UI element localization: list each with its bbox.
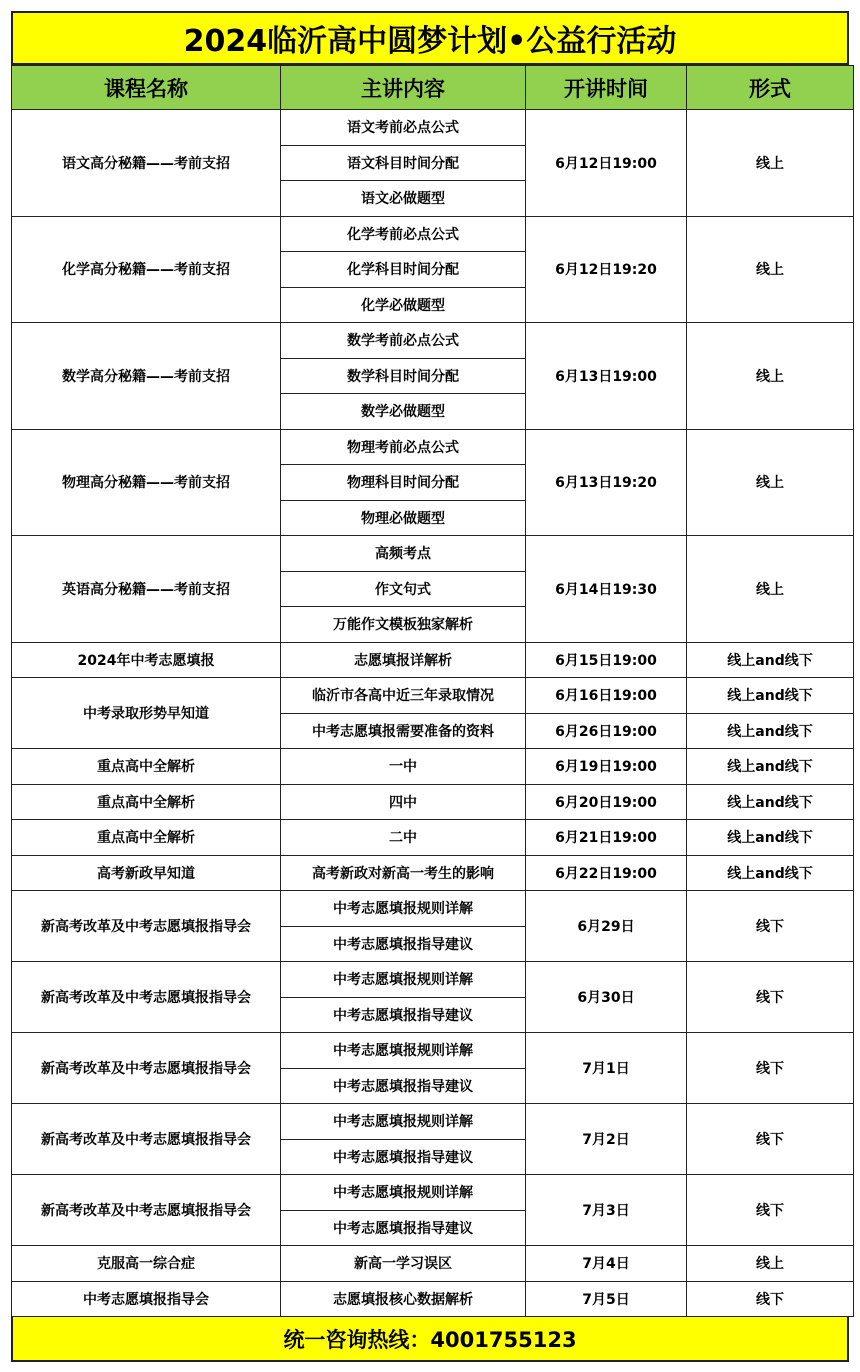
time-cell: 6月13日19:00 (526, 323, 687, 430)
content-cell: 中考志愿填报规则详解 (281, 1104, 526, 1140)
header-course-name: 课程名称 (12, 66, 281, 110)
content-cell: 作文句式 (281, 571, 526, 607)
format-cell: 线上 (687, 1246, 854, 1282)
content-cell: 二中 (281, 820, 526, 856)
content-cell: 一中 (281, 749, 526, 785)
time-cell: 7月5日 (526, 1281, 687, 1317)
content-cell: 高频考点 (281, 536, 526, 572)
course-name-cell: 语文高分秘籍——考前支招 (12, 110, 281, 217)
course-name-cell: 中考志愿填报指导会 (12, 1281, 281, 1317)
content-cell: 中考志愿填报规则详解 (281, 891, 526, 927)
table-row (12, 891, 854, 927)
time-cell: 7月3日 (526, 1175, 687, 1246)
time-cell: 6月15日19:00 (526, 642, 687, 678)
table-row (12, 678, 854, 714)
course-name-cell: 化学高分秘籍——考前支招 (12, 216, 281, 323)
format-cell: 线上 (687, 323, 854, 430)
table-row (12, 1104, 854, 1140)
format-cell: 线下 (687, 962, 854, 1033)
format-cell: 线下 (687, 1175, 854, 1246)
table-row (12, 429, 854, 465)
time-cell: 6月12日19:00 (526, 110, 687, 217)
course-name-cell: 数学高分秘籍——考前支招 (12, 323, 281, 430)
content-cell: 物理考前必点公式 (281, 429, 526, 465)
time-cell: 7月4日 (526, 1246, 687, 1282)
content-cell: 化学考前必点公式 (281, 216, 526, 252)
page-title: 2024临沂高中圆梦计划•公益行活动 (11, 11, 849, 65)
time-cell: 6月30日 (526, 962, 687, 1033)
format-cell: 线下 (687, 1281, 854, 1317)
format-cell: 线上and线下 (687, 678, 854, 714)
course-name-cell: 物理高分秘籍——考前支招 (12, 429, 281, 536)
table-body (12, 110, 854, 1317)
schedule-poster (11, 11, 849, 1362)
table-row (12, 110, 854, 146)
table-row (12, 1281, 854, 1317)
course-name-cell: 新高考改革及中考志愿填报指导会 (12, 891, 281, 962)
content-cell: 化学科目时间分配 (281, 252, 526, 288)
format-cell: 线上and线下 (687, 784, 854, 820)
time-cell: 7月2日 (526, 1104, 687, 1175)
format-cell: 线上 (687, 536, 854, 643)
course-name-cell: 新高考改革及中考志愿填报指导会 (12, 1104, 281, 1175)
table-row (12, 216, 854, 252)
content-cell: 语文科目时间分配 (281, 145, 526, 181)
content-cell: 中考志愿填报指导建议 (281, 1068, 526, 1104)
content-cell: 物理科目时间分配 (281, 465, 526, 501)
table-row (12, 749, 854, 785)
time-cell: 6月14日19:30 (526, 536, 687, 643)
format-cell: 线上and线下 (687, 855, 854, 891)
content-cell: 中考志愿填报指导建议 (281, 1210, 526, 1246)
course-name-cell: 重点高中全解析 (12, 820, 281, 856)
course-name-cell: 中考录取形势早知道 (12, 678, 281, 749)
time-cell: 7月1日 (526, 1033, 687, 1104)
content-cell: 语文必做题型 (281, 181, 526, 217)
header-time: 开讲时间 (526, 66, 687, 110)
content-cell: 数学必做题型 (281, 394, 526, 430)
table-row (12, 1175, 854, 1211)
content-cell: 中考志愿填报需要准备的资料 (281, 713, 526, 749)
content-cell: 新高一学习误区 (281, 1246, 526, 1282)
course-name-cell: 英语高分秘籍——考前支招 (12, 536, 281, 643)
format-cell: 线上 (687, 216, 854, 323)
time-cell: 6月16日19:00 (526, 678, 687, 714)
content-cell: 四中 (281, 784, 526, 820)
time-cell: 6月20日19:00 (526, 784, 687, 820)
time-cell: 6月19日19:00 (526, 749, 687, 785)
content-cell: 万能作文模板独家解析 (281, 607, 526, 643)
table-row (12, 642, 854, 678)
format-cell: 线上 (687, 429, 854, 536)
header-content: 主讲内容 (281, 66, 526, 110)
content-cell: 中考志愿填报指导建议 (281, 926, 526, 962)
table-header-row (12, 66, 854, 110)
course-name-cell: 2024年中考志愿填报 (12, 642, 281, 678)
content-cell: 中考志愿填报指导建议 (281, 997, 526, 1033)
format-cell: 线上and线下 (687, 820, 854, 856)
format-cell: 线下 (687, 891, 854, 962)
format-cell: 线下 (687, 1033, 854, 1104)
hotline-footer: 统一咨询热线：4001755123 (11, 1317, 849, 1362)
content-cell: 志愿填报核心数据解析 (281, 1281, 526, 1317)
content-cell: 临沂市各高中近三年录取情况 (281, 678, 526, 714)
content-cell: 中考志愿填报规则详解 (281, 1175, 526, 1211)
table-row (12, 962, 854, 998)
table-row (12, 323, 854, 359)
format-cell: 线上and线下 (687, 642, 854, 678)
content-cell: 中考志愿填报指导建议 (281, 1139, 526, 1175)
content-cell: 高考新政对新高一考生的影响 (281, 855, 526, 891)
time-cell: 6月29日 (526, 891, 687, 962)
content-cell: 中考志愿填报规则详解 (281, 1033, 526, 1069)
table-row (12, 1246, 854, 1282)
header-format: 形式 (687, 66, 854, 110)
content-cell: 中考志愿填报规则详解 (281, 962, 526, 998)
course-name-cell: 重点高中全解析 (12, 749, 281, 785)
time-cell: 6月22日19:00 (526, 855, 687, 891)
content-cell: 数学科目时间分配 (281, 358, 526, 394)
time-cell: 6月12日19:20 (526, 216, 687, 323)
content-cell: 语文考前必点公式 (281, 110, 526, 146)
course-name-cell: 高考新政早知道 (12, 855, 281, 891)
table-row (12, 536, 854, 572)
content-cell: 数学考前必点公式 (281, 323, 526, 359)
format-cell: 线上and线下 (687, 749, 854, 785)
schedule-table (11, 65, 854, 1317)
table-row (12, 784, 854, 820)
time-cell: 6月21日19:00 (526, 820, 687, 856)
content-cell: 化学必做题型 (281, 287, 526, 323)
course-name-cell: 新高考改革及中考志愿填报指导会 (12, 1175, 281, 1246)
content-cell: 志愿填报详解析 (281, 642, 526, 678)
content-cell: 物理必做题型 (281, 500, 526, 536)
table-row (12, 855, 854, 891)
format-cell: 线上and线下 (687, 713, 854, 749)
table-row (12, 820, 854, 856)
course-name-cell: 新高考改革及中考志愿填报指导会 (12, 1033, 281, 1104)
format-cell: 线下 (687, 1104, 854, 1175)
course-name-cell: 克服高一综合症 (12, 1246, 281, 1282)
course-name-cell: 重点高中全解析 (12, 784, 281, 820)
format-cell: 线上 (687, 110, 854, 217)
course-name-cell: 新高考改革及中考志愿填报指导会 (12, 962, 281, 1033)
time-cell: 6月26日19:00 (526, 713, 687, 749)
time-cell: 6月13日19:20 (526, 429, 687, 536)
table-row (12, 1033, 854, 1069)
